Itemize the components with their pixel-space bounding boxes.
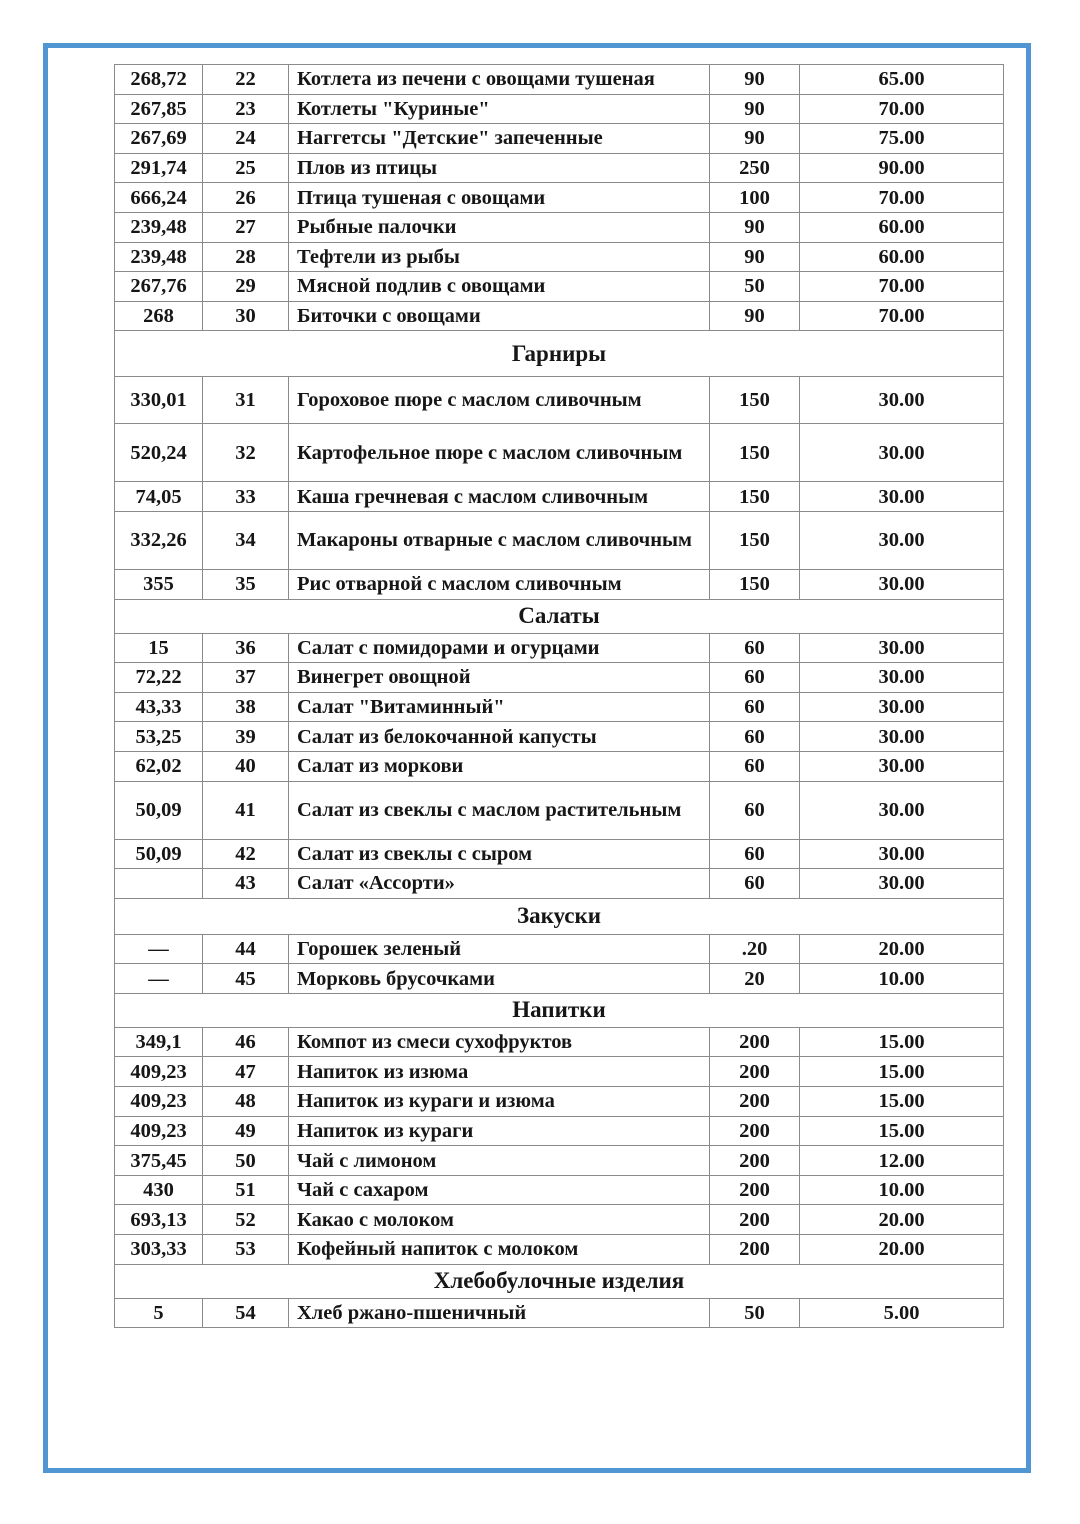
price-cell: 30.00 (800, 633, 1004, 663)
energy-value-cell: 43,33 (115, 692, 203, 722)
dish-name-cell: Тефтели из рыбы (289, 242, 710, 272)
menu-row (115, 124, 1004, 154)
energy-value-cell: 267,69 (115, 124, 203, 154)
price-cell: 30.00 (800, 569, 1004, 599)
energy-value-cell: — (115, 964, 203, 994)
menu-row (115, 1116, 1004, 1146)
portion-weight-cell: 100 (710, 183, 800, 213)
portion-weight-cell: 60 (710, 663, 800, 693)
recipe-number-cell: 34 (203, 511, 289, 569)
menu-row (115, 839, 1004, 869)
price-cell: 70.00 (800, 272, 1004, 302)
price-cell: 30.00 (800, 663, 1004, 693)
section-header (115, 993, 1004, 1027)
energy-value-cell: 239,48 (115, 242, 203, 272)
portion-weight-cell: 60 (710, 722, 800, 752)
price-cell: 30.00 (800, 751, 1004, 781)
price-cell: 15.00 (800, 1116, 1004, 1146)
dish-name-cell: Мясной подлив с овощами (289, 272, 710, 302)
price-cell: 30.00 (800, 424, 1004, 482)
dish-name-cell: Биточки с овощами (289, 301, 710, 331)
menu-row (115, 1298, 1004, 1328)
menu-row (115, 934, 1004, 964)
recipe-number-cell: 41 (203, 781, 289, 839)
energy-value-cell: 50,09 (115, 781, 203, 839)
portion-weight-cell: 150 (710, 511, 800, 569)
energy-value-cell: 375,45 (115, 1146, 203, 1176)
dish-name-cell: Гороховое пюре с маслом сливочным (289, 377, 710, 424)
dish-name-cell: Чай с лимоном (289, 1146, 710, 1176)
price-cell: 30.00 (800, 692, 1004, 722)
dish-name-cell: Салат из свеклы с сыром (289, 839, 710, 869)
recipe-number-cell: 30 (203, 301, 289, 331)
price-cell: 20.00 (800, 1205, 1004, 1235)
price-cell: 15.00 (800, 1087, 1004, 1117)
menu-table (114, 64, 1004, 1328)
portion-weight-cell: 90 (710, 94, 800, 124)
dish-name-cell: Напиток из кураги и изюма (289, 1087, 710, 1117)
portion-weight-cell: 60 (710, 839, 800, 869)
dish-name-cell: Салат "Витаминный" (289, 692, 710, 722)
price-cell: 30.00 (800, 722, 1004, 752)
menu-row (115, 377, 1004, 424)
menu-row (115, 692, 1004, 722)
price-cell: 30.00 (800, 839, 1004, 869)
dish-name-cell: Каша гречневая с маслом сливочным (289, 482, 710, 512)
menu-row (115, 1146, 1004, 1176)
recipe-number-cell: 23 (203, 94, 289, 124)
recipe-number-cell: 45 (203, 964, 289, 994)
portion-weight-cell: 200 (710, 1087, 800, 1117)
energy-value-cell: 239,48 (115, 212, 203, 242)
recipe-number-cell: 32 (203, 424, 289, 482)
portion-weight-cell: 200 (710, 1057, 800, 1087)
menu-row (115, 781, 1004, 839)
recipe-number-cell: 42 (203, 839, 289, 869)
menu-row (115, 751, 1004, 781)
menu-row (115, 242, 1004, 272)
price-cell: 60.00 (800, 212, 1004, 242)
price-cell: 60.00 (800, 242, 1004, 272)
energy-value-cell: 303,33 (115, 1235, 203, 1265)
energy-value-cell: 693,13 (115, 1205, 203, 1235)
energy-value-cell: 666,24 (115, 183, 203, 213)
dish-name-cell: Горошек зеленый (289, 934, 710, 964)
energy-value-cell: 430 (115, 1175, 203, 1205)
section-title: Хлебобулочные изделия (115, 1264, 1004, 1298)
dish-name-cell: Напиток из кураги (289, 1116, 710, 1146)
energy-value-cell: 330,01 (115, 377, 203, 424)
menu-row (115, 1057, 1004, 1087)
menu-row (115, 212, 1004, 242)
portion-weight-cell: 200 (710, 1116, 800, 1146)
dish-name-cell: Салат с помидорами и огурцами (289, 633, 710, 663)
price-cell: 30.00 (800, 377, 1004, 424)
price-cell: 75.00 (800, 124, 1004, 154)
dish-name-cell: Морковь брусочками (289, 964, 710, 994)
menu-row (115, 65, 1004, 95)
portion-weight-cell: 150 (710, 424, 800, 482)
portion-weight-cell: 90 (710, 301, 800, 331)
recipe-number-cell: 54 (203, 1298, 289, 1328)
portion-weight-cell: 150 (710, 569, 800, 599)
menu-row (115, 964, 1004, 994)
recipe-number-cell: 43 (203, 869, 289, 899)
price-cell: 30.00 (800, 482, 1004, 512)
section-title: Гарниры (115, 331, 1004, 377)
dish-name-cell: Плов из птицы (289, 153, 710, 183)
recipe-number-cell: 44 (203, 934, 289, 964)
dish-name-cell: Салат из свеклы с маслом растительным (289, 781, 710, 839)
menu-row (115, 663, 1004, 693)
section-header (115, 1264, 1004, 1298)
dish-name-cell: Компот из смеси сухофруктов (289, 1027, 710, 1057)
price-cell: 20.00 (800, 934, 1004, 964)
portion-weight-cell: 50 (710, 272, 800, 302)
price-cell: 15.00 (800, 1057, 1004, 1087)
price-cell: 90.00 (800, 153, 1004, 183)
recipe-number-cell: 25 (203, 153, 289, 183)
portion-weight-cell: 60 (710, 751, 800, 781)
recipe-number-cell: 39 (203, 722, 289, 752)
menu-row (115, 153, 1004, 183)
dish-name-cell: Птица тушеная с овощами (289, 183, 710, 213)
menu-row (115, 722, 1004, 752)
price-cell: 30.00 (800, 511, 1004, 569)
menu-row (115, 301, 1004, 331)
menu-row (115, 424, 1004, 482)
dish-name-cell: Котлета из печени с овощами тушеная (289, 65, 710, 95)
recipe-number-cell: 36 (203, 633, 289, 663)
portion-weight-cell: 60 (710, 633, 800, 663)
dish-name-cell: Салат из моркови (289, 751, 710, 781)
menu-row (115, 1175, 1004, 1205)
portion-weight-cell: 60 (710, 692, 800, 722)
portion-weight-cell: 90 (710, 242, 800, 272)
section-title: Напитки (115, 993, 1004, 1027)
dish-name-cell: Хлеб ржано-пшеничный (289, 1298, 710, 1328)
recipe-number-cell: 46 (203, 1027, 289, 1057)
energy-value-cell: 267,85 (115, 94, 203, 124)
price-cell: 12.00 (800, 1146, 1004, 1176)
dish-name-cell: Макароны отварные с маслом сливочным (289, 511, 710, 569)
price-cell: 10.00 (800, 964, 1004, 994)
energy-value-cell: 409,23 (115, 1087, 203, 1117)
portion-weight-cell: 90 (710, 65, 800, 95)
menu-row (115, 1027, 1004, 1057)
dish-name-cell: Какао с молоком (289, 1205, 710, 1235)
recipe-number-cell: 37 (203, 663, 289, 693)
section-header (115, 898, 1004, 934)
energy-value-cell: — (115, 934, 203, 964)
energy-value-cell: 409,23 (115, 1057, 203, 1087)
recipe-number-cell: 49 (203, 1116, 289, 1146)
recipe-number-cell: 31 (203, 377, 289, 424)
recipe-number-cell: 28 (203, 242, 289, 272)
price-cell: 10.00 (800, 1175, 1004, 1205)
energy-value-cell: 62,02 (115, 751, 203, 781)
recipe-number-cell: 52 (203, 1205, 289, 1235)
menu-row (115, 1235, 1004, 1265)
portion-weight-cell: 200 (710, 1235, 800, 1265)
recipe-number-cell: 40 (203, 751, 289, 781)
energy-value-cell: 355 (115, 569, 203, 599)
price-cell: 70.00 (800, 94, 1004, 124)
recipe-number-cell: 24 (203, 124, 289, 154)
energy-value-cell: 74,05 (115, 482, 203, 512)
price-cell: 65.00 (800, 65, 1004, 95)
portion-weight-cell: 60 (710, 781, 800, 839)
price-cell: 70.00 (800, 301, 1004, 331)
energy-value-cell: 5 (115, 1298, 203, 1328)
portion-weight-cell: 150 (710, 377, 800, 424)
dish-name-cell: Напиток из изюма (289, 1057, 710, 1087)
section-header (115, 331, 1004, 377)
menu-row (115, 183, 1004, 213)
menu-table-body (115, 65, 1004, 1328)
energy-value-cell: 409,23 (115, 1116, 203, 1146)
dish-name-cell: Кофейный напиток с молоком (289, 1235, 710, 1265)
portion-weight-cell: 50 (710, 1298, 800, 1328)
recipe-number-cell: 48 (203, 1087, 289, 1117)
recipe-number-cell: 38 (203, 692, 289, 722)
recipe-number-cell: 50 (203, 1146, 289, 1176)
recipe-number-cell: 29 (203, 272, 289, 302)
price-cell: 30.00 (800, 869, 1004, 899)
price-cell: 20.00 (800, 1235, 1004, 1265)
recipe-number-cell: 35 (203, 569, 289, 599)
dish-name-cell: Салат из белокочанной капусты (289, 722, 710, 752)
recipe-number-cell: 33 (203, 482, 289, 512)
portion-weight-cell: 200 (710, 1205, 800, 1235)
dish-name-cell: Рис отварной с маслом сливочным (289, 569, 710, 599)
energy-value-cell: 349,1 (115, 1027, 203, 1057)
energy-value-cell: 268,72 (115, 65, 203, 95)
price-cell: 70.00 (800, 183, 1004, 213)
energy-value-cell: 72,22 (115, 663, 203, 693)
section-header (115, 599, 1004, 633)
price-cell: 15.00 (800, 1027, 1004, 1057)
dish-name-cell: Салат «Ассорти» (289, 869, 710, 899)
menu-row (115, 633, 1004, 663)
portion-weight-cell: 200 (710, 1175, 800, 1205)
energy-value-cell: 332,26 (115, 511, 203, 569)
section-title: Салаты (115, 599, 1004, 633)
portion-weight-cell: .20 (710, 934, 800, 964)
price-cell: 5.00 (800, 1298, 1004, 1328)
portion-weight-cell: 90 (710, 124, 800, 154)
dish-name-cell: Картофельное пюре с маслом сливочным (289, 424, 710, 482)
energy-value-cell: 520,24 (115, 424, 203, 482)
dish-name-cell: Котлеты "Куриные" (289, 94, 710, 124)
portion-weight-cell: 90 (710, 212, 800, 242)
price-cell: 30.00 (800, 781, 1004, 839)
energy-value-cell: 15 (115, 633, 203, 663)
recipe-number-cell: 26 (203, 183, 289, 213)
dish-name-cell: Рыбные палочки (289, 212, 710, 242)
recipe-number-cell: 53 (203, 1235, 289, 1265)
energy-value-cell: 291,74 (115, 153, 203, 183)
portion-weight-cell: 250 (710, 153, 800, 183)
energy-value-cell: 268 (115, 301, 203, 331)
dish-name-cell: Чай с сахаром (289, 1175, 710, 1205)
dish-name-cell: Наггетсы "Детские" запеченные (289, 124, 710, 154)
energy-value-cell (115, 869, 203, 899)
energy-value-cell: 267,76 (115, 272, 203, 302)
menu-row (115, 1087, 1004, 1117)
menu-row (115, 869, 1004, 899)
energy-value-cell: 53,25 (115, 722, 203, 752)
recipe-number-cell: 51 (203, 1175, 289, 1205)
menu-row (115, 482, 1004, 512)
recipe-number-cell: 22 (203, 65, 289, 95)
portion-weight-cell: 200 (710, 1146, 800, 1176)
section-title: Закуски (115, 898, 1004, 934)
portion-weight-cell: 60 (710, 869, 800, 899)
menu-row (115, 1205, 1004, 1235)
recipe-number-cell: 47 (203, 1057, 289, 1087)
menu-row (115, 272, 1004, 302)
menu-row (115, 569, 1004, 599)
menu-row (115, 94, 1004, 124)
portion-weight-cell: 20 (710, 964, 800, 994)
portion-weight-cell: 200 (710, 1027, 800, 1057)
menu-row (115, 511, 1004, 569)
portion-weight-cell: 150 (710, 482, 800, 512)
recipe-number-cell: 27 (203, 212, 289, 242)
energy-value-cell: 50,09 (115, 839, 203, 869)
dish-name-cell: Винегрет овощной (289, 663, 710, 693)
